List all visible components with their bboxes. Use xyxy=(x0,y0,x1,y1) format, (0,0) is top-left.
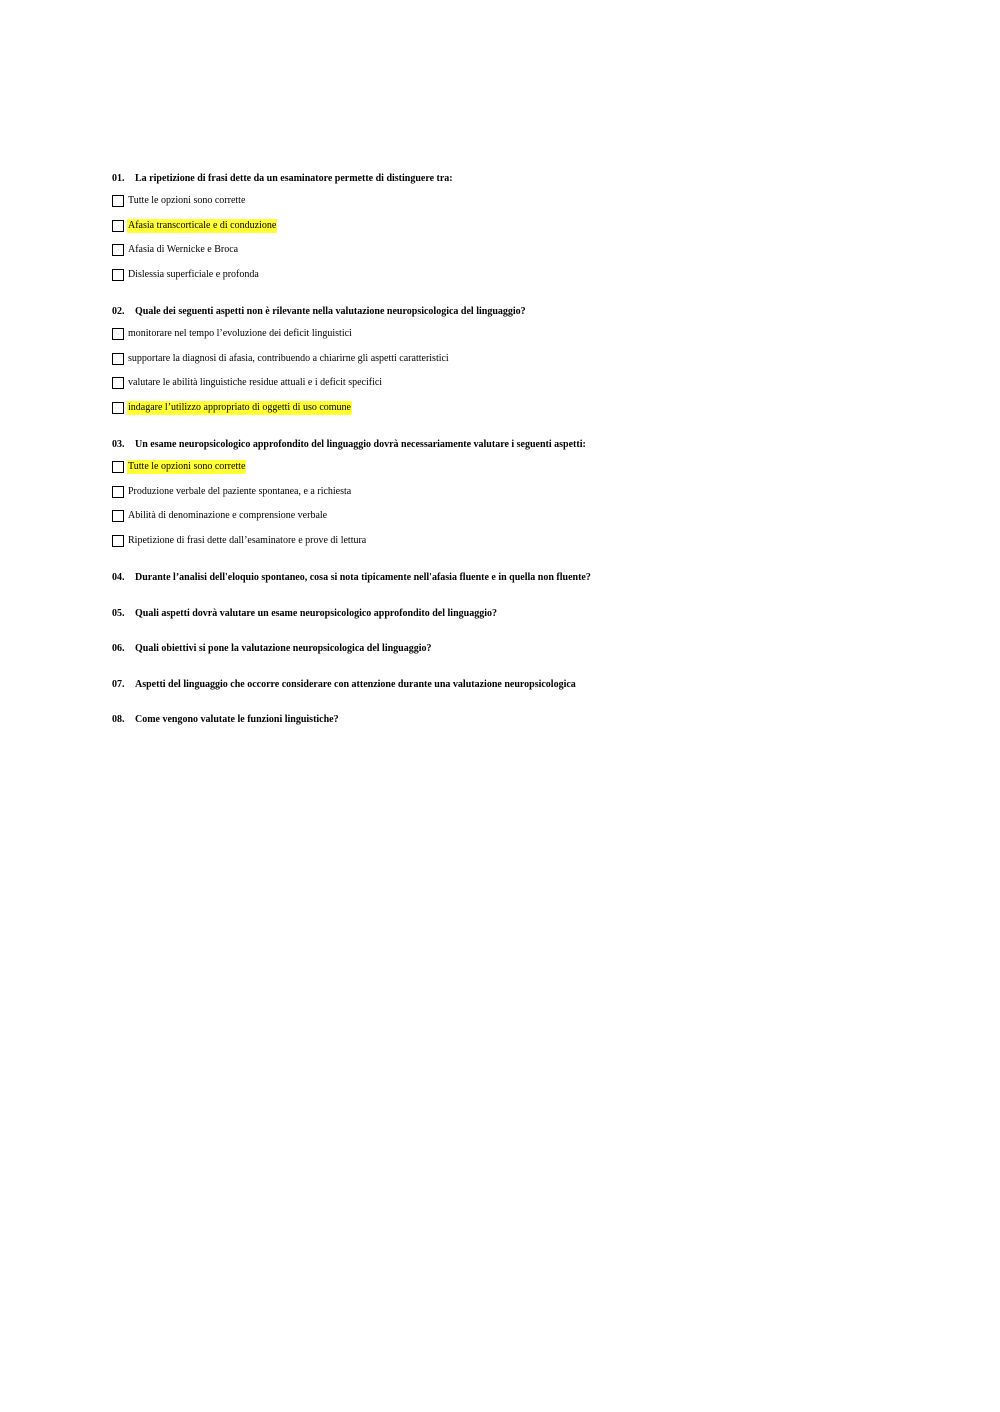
question-text: La ripetizione di frasi dette da un esaminatore permette di distinguere tra: xyxy=(135,173,453,184)
quiz-document xyxy=(112,172,892,727)
question-03 xyxy=(112,438,892,558)
question-number: 07. xyxy=(112,678,125,690)
option-text: Afasia transcorticale e di conduzione xyxy=(128,219,277,231)
spacer xyxy=(112,425,892,438)
answer-option[interactable] xyxy=(112,327,892,352)
question-01 xyxy=(112,172,892,292)
option-text: Tutte le opzioni sono corrette xyxy=(128,461,246,472)
answer-option-highlighted[interactable] xyxy=(112,401,892,426)
question-04 xyxy=(112,571,892,585)
question-text: Quali obiettivi si pone la valutazione neuropsicologica del linguaggio? xyxy=(135,643,432,654)
answer-option[interactable] xyxy=(112,509,892,534)
question-title xyxy=(112,607,892,621)
checkbox-icon[interactable] xyxy=(112,195,124,207)
checkbox-icon[interactable] xyxy=(112,402,124,414)
checkbox-icon[interactable] xyxy=(112,353,124,365)
checkbox-icon[interactable] xyxy=(112,486,124,498)
answer-option[interactable] xyxy=(112,485,892,510)
spacer xyxy=(112,692,892,714)
option-text: monitorare nel tempo l’evoluzione dei deficit linguistici xyxy=(128,328,352,339)
question-title xyxy=(112,172,892,186)
question-text: Quali aspetti dovrà valutare un esame neuropsicologico approfondito del linguaggio? xyxy=(135,607,497,619)
answer-option-highlighted[interactable] xyxy=(112,460,892,485)
spacer xyxy=(112,558,892,571)
question-title xyxy=(112,305,892,319)
answer-option[interactable] xyxy=(112,534,892,559)
checkbox-icon[interactable] xyxy=(112,328,124,340)
question-02 xyxy=(112,305,892,425)
question-title xyxy=(112,678,892,692)
answer-option[interactable] xyxy=(112,243,892,268)
question-number: 02. xyxy=(112,306,125,317)
question-number: 03. xyxy=(112,439,125,450)
question-text: Quale dei seguenti aspetti non è rilevante nella valutazione neuropsicologica del linguaggio? xyxy=(135,306,526,317)
spacer xyxy=(112,656,892,678)
option-text: supportare la diagnosi di afasia, contribuendo a chiarirne gli aspetti caratteristici xyxy=(128,352,449,364)
answer-option[interactable] xyxy=(112,194,892,219)
question-number: 05. xyxy=(112,607,125,619)
question-08 xyxy=(112,713,892,727)
question-number: 08. xyxy=(112,714,125,725)
answer-options xyxy=(112,327,892,425)
answer-option[interactable] xyxy=(112,352,892,377)
question-number: 01. xyxy=(112,173,125,184)
spacer xyxy=(112,621,892,643)
checkbox-icon[interactable] xyxy=(112,377,124,389)
option-text: valutare le abilità linguistiche residue attuali e i deficit specifici xyxy=(128,377,383,388)
question-text: Durante l’analisi dell'eloquio spontaneo, cosa si nota tipicamente nell'afasia fluente e in quella non fluente? xyxy=(135,572,591,583)
answer-option[interactable] xyxy=(112,268,892,293)
option-text: Dislessia superficiale e profonda xyxy=(128,268,259,280)
question-05 xyxy=(112,607,892,621)
answer-options xyxy=(112,194,892,292)
answer-option[interactable] xyxy=(112,376,892,401)
answer-option-highlighted[interactable] xyxy=(112,219,892,244)
question-07 xyxy=(112,678,892,692)
checkbox-icon[interactable] xyxy=(112,244,124,256)
option-text: Abilità di denominazione e comprensione verbale xyxy=(128,510,328,521)
question-title xyxy=(112,642,892,656)
spacer xyxy=(112,292,892,305)
question-text: Un esame neuropsicologico approfondito del linguaggio dovrà necessariamente valutare i seguenti aspetti: xyxy=(135,439,586,450)
answer-options xyxy=(112,460,892,558)
question-title xyxy=(112,713,892,727)
option-text: indagare l’utilizzo appropriato di oggetti di uso comune xyxy=(128,401,351,413)
question-title xyxy=(112,571,892,585)
checkbox-icon[interactable] xyxy=(112,269,124,281)
option-text: Produzione verbale del paziente spontanea, e a richiesta xyxy=(128,485,352,497)
question-text: Aspetti del linguaggio che occorre considerare con attenzione durante una valutazione neuropsicologica xyxy=(135,678,576,690)
option-text: Afasia di Wernicke e Broca xyxy=(128,244,239,255)
option-text: Tutte le opzioni sono corrette xyxy=(128,195,246,206)
option-text: Ripetizione di frasi dette dall’esaminatore e prove di lettura xyxy=(128,534,367,546)
question-title xyxy=(112,438,892,452)
checkbox-icon[interactable] xyxy=(112,220,124,232)
question-number: 06. xyxy=(112,643,125,654)
question-number: 04. xyxy=(112,572,125,583)
checkbox-icon[interactable] xyxy=(112,461,124,473)
checkbox-icon[interactable] xyxy=(112,535,124,547)
spacer xyxy=(112,585,892,607)
question-text: Come vengono valutate le funzioni linguistiche? xyxy=(135,714,339,725)
question-06 xyxy=(112,642,892,656)
checkbox-icon[interactable] xyxy=(112,510,124,522)
